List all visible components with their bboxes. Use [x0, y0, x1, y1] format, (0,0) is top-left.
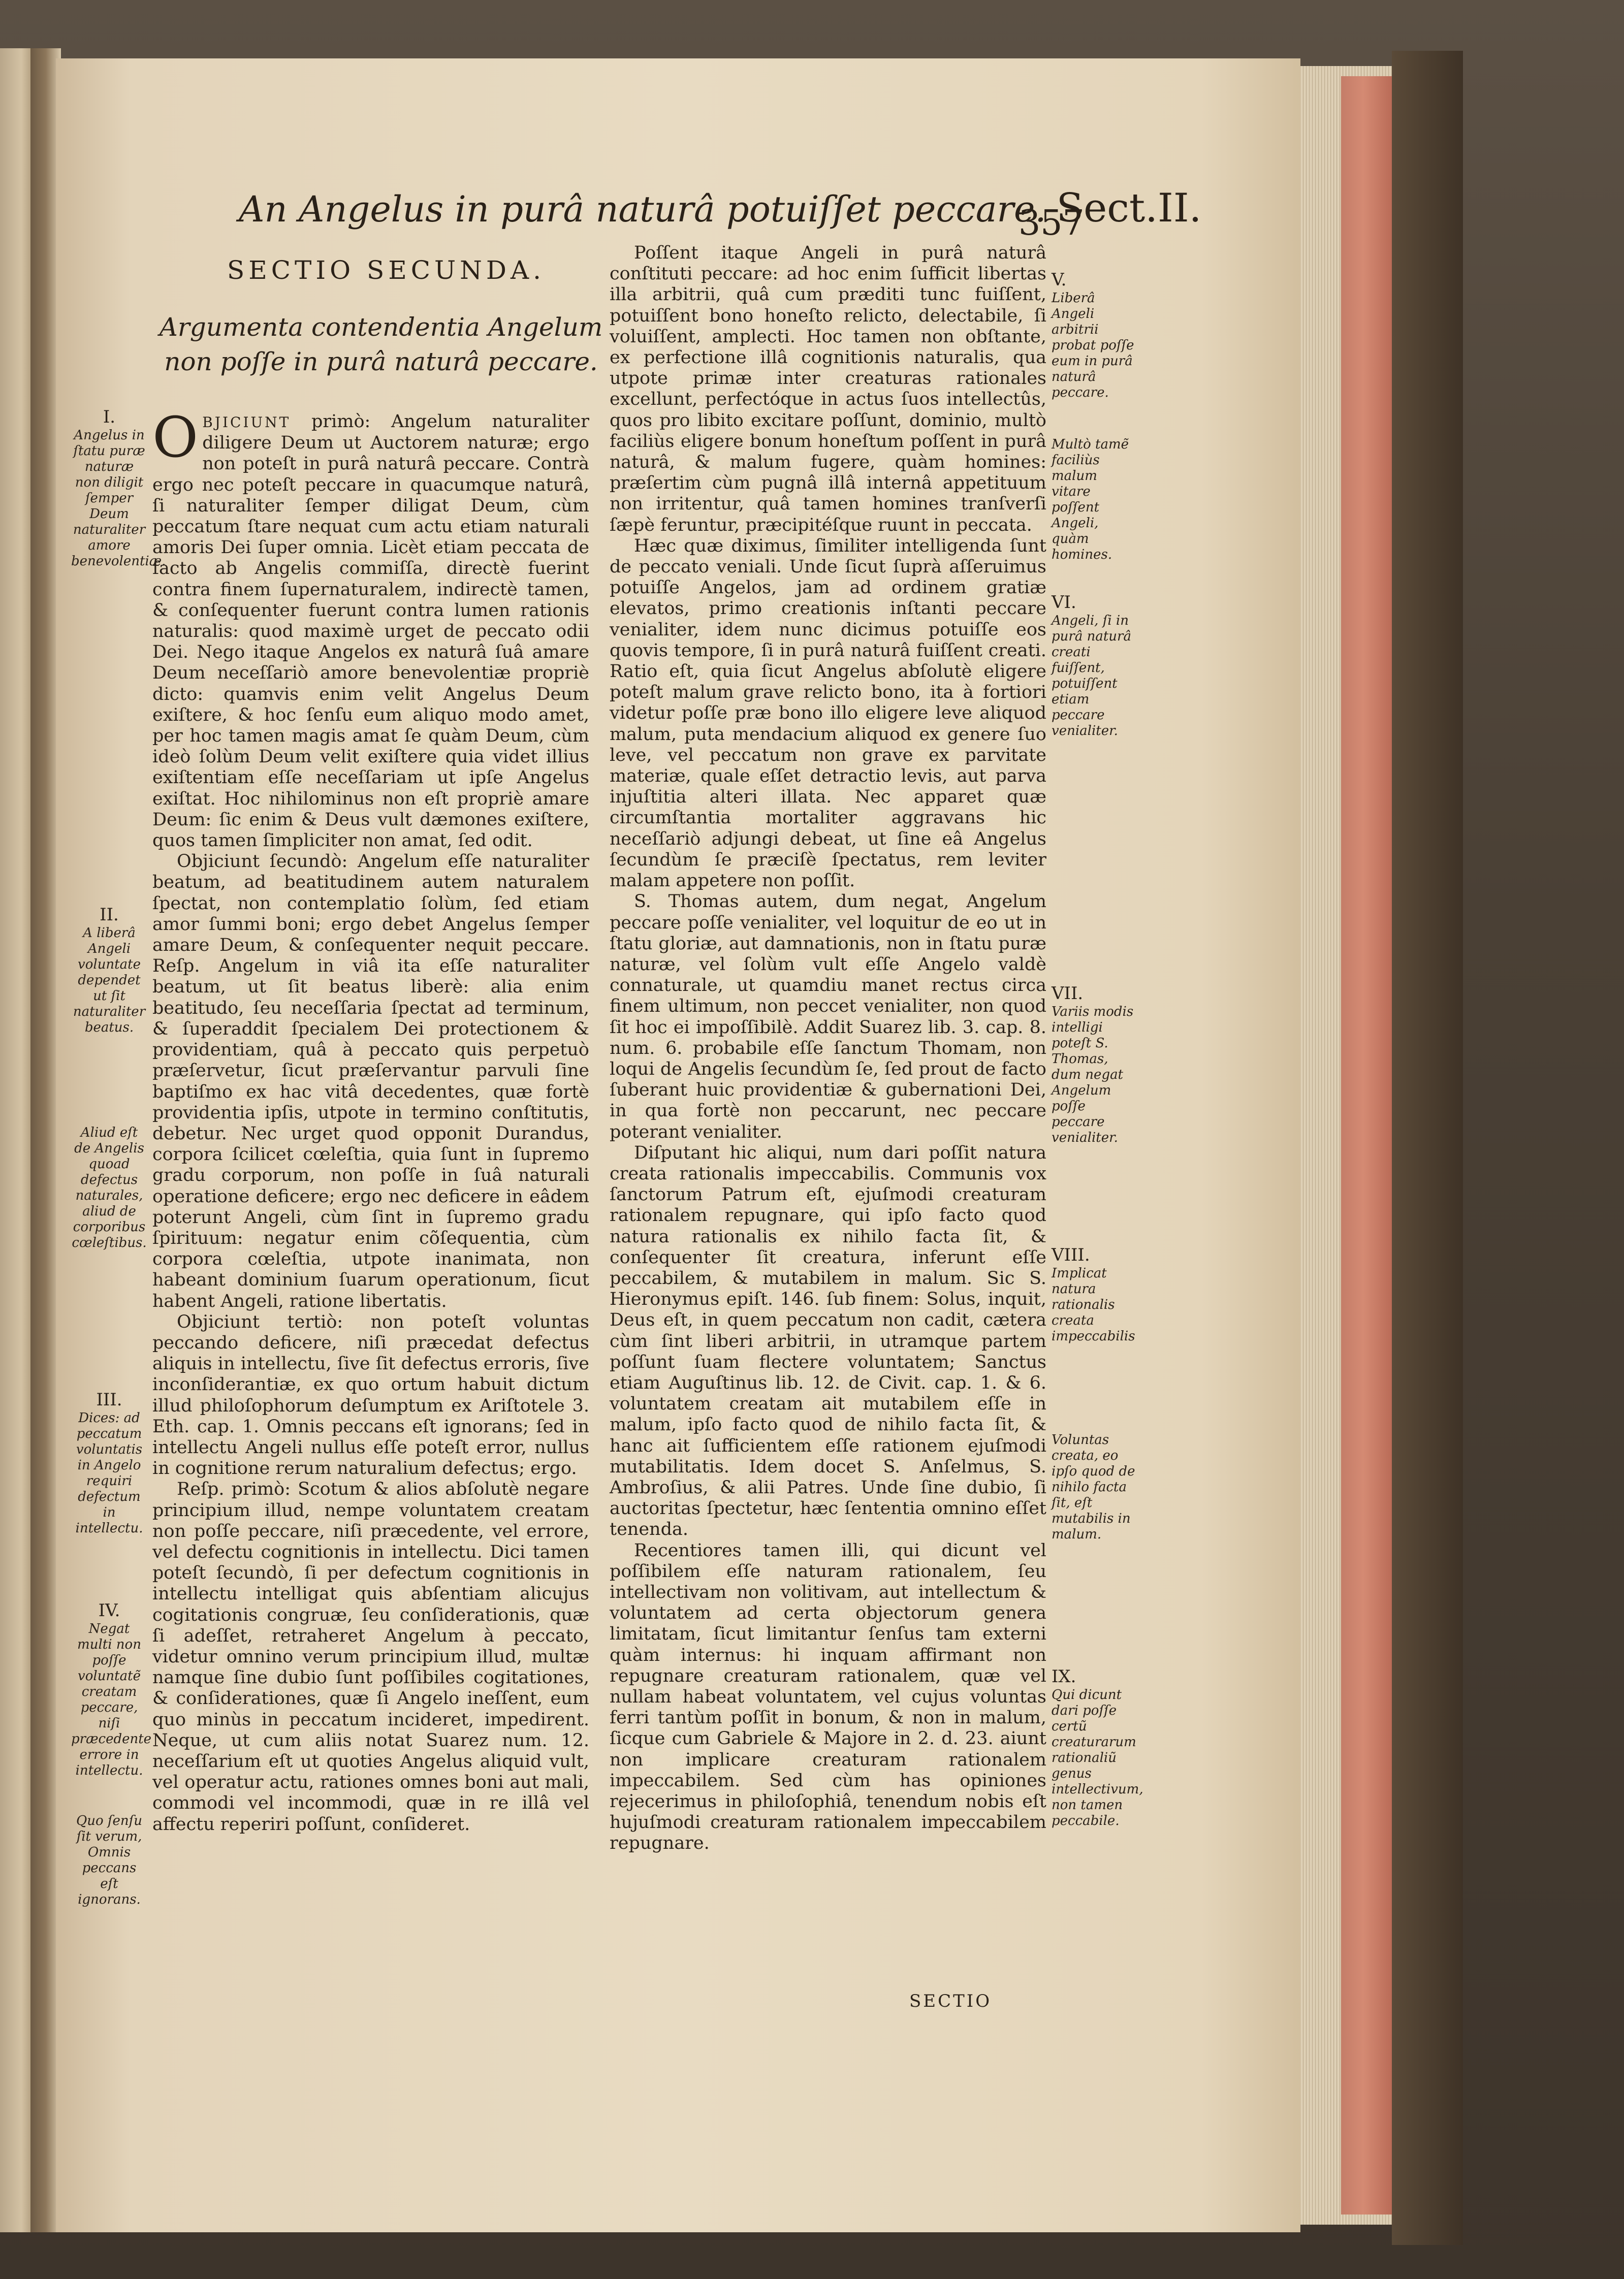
- margin-note-text: Negat multi non poſſe voluntatẽ creatam peccare, niſi præcedente errore in intellectu.: [71, 1621, 152, 1778]
- margin-note-number: II.: [100, 905, 119, 925]
- margin-note-number: VI.: [1052, 592, 1076, 613]
- margin-note-right: [1052, 1432, 1138, 1543]
- margin-note-text: Voluntas creata, eo ipſo quod de nihilo facta ſit, eſt mutabilis in malum.: [1052, 1432, 1135, 1542]
- margin-note-text: Implicat natura rationalis creata impeccabilis: [1052, 1266, 1135, 1344]
- margin-note-left: [71, 1813, 147, 1908]
- paragraph-7: S. Thomas autem, dum negat, Angelum peccare poſſe venialiter, vel loquitur de eo ut in ſtatu gloriæ, aut damnationis, non in ſtatu puræ naturæ, vel ſolùm vult eſſe Angelo valdè connaturale, ut quamdiu manet rectus circa finem ultimum, non peccet venialiter, non quod ſit hoc ei impoſſibilè. Addit Suarez lib. 3. cap. 8. num. 6. probabile eſſe ſanctum Thomam, non loqui de Angelis ſecundùm ſe, ſed prout de facto ſuberant huic providentiæ & gubernationi Dei, in qua fortè non peccarunt, nec peccare poterant venialiter.: [610, 891, 1046, 1142]
- paragraph-5: Poſſent itaque Angeli in purâ naturâ conſtituti peccare: ad hoc enim ſufficit libertas illa arbitrii, quâ cum præditi tunc fuiſſent, potuiſſent bono honeſto relicto, delectabile, ſi voluiſſent, amplecti. Hoc tamen non obſtante, ex perfectione illâ cognitionis naturalis, qua utpote primæ inter creaturas rationales excellunt, perfectóque in actus ſuos intellectûs, quos pro libito excitare poſſunt, dominio, multò faciliùs eligere bonum honeſtum poſſent in purâ naturâ, & malum fugere, quàm homines: præſertim cùm pugnâ illâ internâ appetituum non irritentur, quâ tamen homines tranſverſi ſæpè feruntur, præcipitéſque ruunt in peccata.: [610, 243, 1046, 535]
- margin-note-left: [71, 1389, 147, 1536]
- section-title: SECTIO SECUNDA.: [227, 255, 545, 285]
- drop-cap: O: [152, 405, 199, 470]
- margin-note-right: [1052, 437, 1138, 563]
- margin-note-left: [71, 1600, 152, 1779]
- margin-note-number: IX.: [1052, 1666, 1076, 1687]
- paragraph-3: Objiciunt tertiò: non poteſt voluntas peccando deficere, niſi præcedat defectus aliquis in intellectu, ſive ſit defectus erroris, ſive inconſiderantiæ, ex quo ortum habuit dictum illud philoſophorum deſumptum ex Ariſtotele 3. Eth. cap. 1. Omnis peccans eſt ignorans; ſed in intellectu Angeli nullus eſſe poteſt error, nullus in cognitione rerum naturalium defectus; ergo.: [152, 1311, 589, 1479]
- running-title: An Angelus in purâ naturâ potuiſſet peccare.: [239, 188, 1046, 230]
- margin-note-number: III.: [96, 1390, 122, 1410]
- margin-note-number: IV.: [98, 1600, 120, 1621]
- margin-note-text: Angeli, ſi in purâ naturâ creati fuiſſent, potuiſſent etiam peccare venialiter.: [1052, 613, 1131, 739]
- margin-note-right: [1052, 1244, 1138, 1344]
- margin-note-left: [71, 406, 166, 569]
- paragraph-9: Recentiores tamen illi, qui dicunt vel poſſibilem eſſe naturam rationalem, ſeu intellectivam non volitivam, aut intellectum & voluntatem ad certa objectorum genera limitatam, ſicut limitantur ſenſus tam externi quàm internus: hi inquam affirmant non repugnare creaturam rationalem, quæ vel nullam habeat voluntatem, vel cujus voluntas ferri tantùm poſſit in bonum, & non in malum, ſicque cum Gabriele & Majore in 2. d. 23. aiunt non implicare creaturam rationalem impeccabilem. Sed cùm has opiniones rejecerimus in philoſophiâ, tenendum nobis eſt hujuſmodi creaturam rationalem impeccabilem repugnare.: [610, 1540, 1046, 1854]
- margin-note-number: I.: [103, 407, 116, 427]
- paragraph-8: Diſputant hic aliqui, num dari poſſit natura creata rationalis impeccabilis. Communis vox ſanctorum Patrum eſt, ejuſmodi creaturam rationalem repugnare, qui ipſo facto quod natura rationalis ex nihilo facta ſit, & conſequenter ſit creatura, inferunt eſſe peccabilem, & mutabilem in malum. Sic S. Hieronymus epiſt. 146. ſub finem: Solus, inquit, Deus eſt, in quem peccatum non cadit, cætera cùm ſint liberi arbitrii, in utramque partem poſſunt ſuam flectere voluntatem; Sanctus etiam Auguſtinus lib. 12. de Civit. cap. 1. & 6. voluntatem creatam ait mutabilem eſſe in malum, ipſo facto quod de nihilo facta ſit, & hanc ait ſufficientem eſſe rationem ejuſmodi mutabilitatis. Idem docet S. Anſelmus, S. Ambroſius, & alii Patres. Unde ſine dubio, ſi auctoritas ſpectetur, hæc ſententia omnino eſſet tenenda.: [610, 1142, 1046, 1540]
- paragraph-6: Hæc quæ diximus, ſimiliter intelligenda ſunt de peccato veniali. Unde ſicut ſuprà aſſeruimus potuiſſe Angelos, jam ad ordinem gratiæ elevatos, primo creationis inſtanti peccare venialiter, idem nunc dicimus potuiſſe eos quovis tempore, ſi in purâ naturâ fuiſſent creati. Ratio eſt, quia ſicut Angelus abſolutè eligere poteſt malum grave relicto bono, ita à fortiori videtur poſſe præ bono illo eligere leve aliquod malum, puta mendacium aliquod ex genere ſuo leve, vel peccatum non grave ex parvitate materiæ, quale eſſet detractio levis, aut parva injuſtitia alteri illata. Nec apparet quæ circumſtantia mortaliter aggravans hic neceſſariò adjungi debeat, ut ſine eâ Angelus ſecundùm ſe præciſè ſpectatus, rem leviter malam appetere non poſſit.: [610, 535, 1046, 891]
- margin-note-text: Angelus in ſtatu puræ naturæ non diligit ſemper Deum naturaliter amore benevolentiæ.: [71, 428, 166, 569]
- catchword: SECTIO: [909, 1991, 992, 2011]
- margin-note-text: Quo ſenſu ſit verum, Omnis peccans eſt ignorans.: [76, 1813, 143, 1907]
- margin-note-number: VII.: [1052, 983, 1084, 1004]
- paragraph-4: Reſp. primò: Scotum & alios abſolutè negare principium illud, nempe voluntatem creatam non poſſe peccare, niſi præcedente, vel errore, vel defectu cognitionis in intellectu. Dici tamen poteſt ſecundò, ſi per defectum cognitionis in intellectu intelligat quis abſentiam alicujus cogitationis congruæ, ſeu conſiderationis, quæ ſi adeſſet, retraheret Angelum à peccato, videtur omnino verum principium illud, multæ namque ſine dubio ſunt poſſibiles cogitationes, & conſiderationes, quæ ſi Angelo ineſſent, eum quo minùs in peccatum incideret, impedirent. Neque, ut cum aliis notat Suarez num. 12. neceſſarium eſt ut quoties Angelus aliquid vult, vel operatur actu, rationes omnes boni aut mali, commodi vel incommodi, quæ in re illâ vel affectu reperiri poſſunt, conſideret.: [152, 1479, 589, 1835]
- margin-note-number: VIII.: [1052, 1245, 1090, 1265]
- margin-note-left: [71, 904, 147, 1036]
- margin-note-text: Dices: ad peccatum voluntatis in Angelo requiri defectum in intellectu.: [75, 1410, 143, 1536]
- margin-note-text: Multò tamẽ faciliùs malum vitare poſſent Angeli, quàm homines.: [1052, 437, 1129, 562]
- right-text-column: [610, 243, 1046, 2000]
- margin-note-left: [71, 1125, 147, 1251]
- margin-note-number: V.: [1052, 270, 1067, 290]
- margin-note-text: Liberâ Angeli arbitrii probat poſſe eum in purâ naturâ peccare.: [1052, 291, 1134, 400]
- paragraph-1-text: primò: Angelum naturaliter diligere Deum ut Auctorem naturæ; ergo non poteſt in purâ naturâ peccare. Contrà ergo nec poteſt peccare in quacumque naturâ, ſi naturaliter ſemper diligat Deum, cùm peccatum ſtare nequat cum actu etiam naturali amoris Dei ſuper omnia. Licèt etiam peccata de facto ab Angelis commiſſa, directè fuerint contra finem ſupernaturalem, indirectè tamen, & conſequenter fuerunt contra lumen rationis naturalis: quod maximè urget de peccato odii Dei. Nego itaque Angelos ex naturâ ſuâ amare Deum neceſſariò amore benevolentiæ propriè dicto: quamvis enim velit Angelus Deum exiſtere, & hoc ſenſu eum aliquo modo amet, per hoc tamen magis amat ſe quàm Deum, cùm ideò ſolùm Deum velit exiſtere quia videt illius exiſtentiam eſſe neceſſariam ut ipſe Angelus exiſtat. Hoc nihilominus non eſt propriè amare Deum: ſic enim & Deus vult dæmones exiſtere, quos tamen ſimpliciter non amat, ſed odit.: [152, 411, 589, 851]
- margin-note-text: Qui dicunt dari poſſe certũ creaturarum rationaliũ genus intellectivum, non tamen peccabile.: [1052, 1687, 1143, 1828]
- margin-note-text: Aliud eſt de Angelis quoad defectus naturales, aliud de corporibus cœleſtibus.: [72, 1125, 147, 1250]
- opening-smallcaps: BJICIUNT: [202, 414, 291, 431]
- paragraph-2: Objiciunt ſecundò: Angelum eſſe naturaliter beatum, ad beatitudinem autem naturalem ſpectat, non contemplatio ſolùm, ſed etiam amor ſummi boni; ergo debet Angelus ſemper amare Deum, & conſequenter nequit peccare. Reſp. Angelum in viâ ita eſſe naturaliter beatum, ut ſit beatus liberè: alia enim beatitudo, ſeu neceſſaria ſpectat ad terminum, & ſuperaddit ſpecialem Dei protectionem & providentiam, quâ à peccato quis perpetuò præſervetur, ſicut præſervantur parvuli ſine baptiſmo ex hac vitâ decedentes, quæ fortè providentia ipſis, utpote in termino conſtitutis, debetur. Nec urget quod opponit Durandus, corpora ſcilicet cœleſtia, quia ſunt in ſupremo gradu corporum, non poſſe in ſuâ naturali operatione deficere; ergo nec deficere in eâdem poterunt Angeli, cùm ſint in ſupremo gradu ſpirituum: negatur enim cõſequentia, cùm corpora cœleſtia, utpote inanimata, non habeant dominium ſuarum operationum, ſicut habent Angeli, ratione libertatis.: [152, 851, 589, 1311]
- running-header: [239, 180, 1202, 236]
- red-stained-edge: [1341, 76, 1397, 2214]
- page-number: 357: [1018, 203, 1085, 243]
- paragraph-1: [152, 405, 589, 851]
- book-cover-edge: [1392, 51, 1463, 2245]
- margin-note-text: A liberâ Angeli voluntate dependet ut ſit naturaliter beatus.: [73, 925, 146, 1035]
- margin-note-right: [1052, 983, 1138, 1146]
- margin-note-right: [1052, 269, 1138, 401]
- left-text-column: [152, 405, 589, 2011]
- margin-note-right: [1052, 592, 1138, 739]
- argument-title: Argumenta contendentia Angelum non poſſe in purâ naturâ peccare.: [159, 312, 603, 376]
- section-mark: Sect.II.: [1056, 185, 1202, 231]
- margin-note-right: [1052, 1666, 1143, 1829]
- margin-note-text: Variis modis intelligi poteſt S. Thomas, dum negat Angelum poſſe peccare venialiter.: [1052, 1004, 1134, 1145]
